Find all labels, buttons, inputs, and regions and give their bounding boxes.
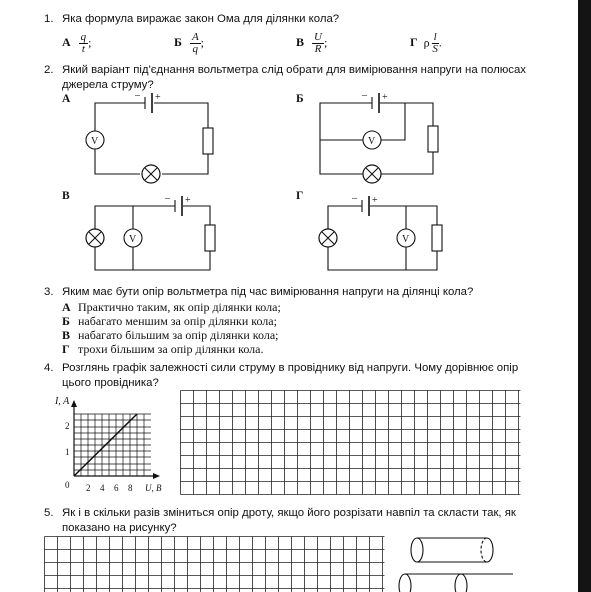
x-tick-6: 6 [114, 483, 119, 493]
svg-text:+: + [372, 195, 378, 206]
question-number: 3. [44, 286, 54, 298]
question-text: Яким має бути опір вольтметра під час вимірювання напруги на ділянці кола? [62, 286, 474, 298]
question-number: 2. [44, 64, 54, 76]
question-number: 4. [44, 362, 54, 374]
question-number: 1. [44, 13, 54, 25]
question-text: Яка формула виражає закон Ома для ділянки кола? [62, 13, 340, 25]
q1-option-b[interactable]: Б $\frac{A}{q}$ ; [174, 31, 205, 55]
circuit-a [86, 93, 213, 183]
question-text: Розглянь графік залежності сили струму в провіднику від напруги. Чому дорівнює опір цього провідника? [62, 362, 519, 389]
x-tick-4: 4 [100, 483, 105, 493]
fraction: $\frac{U}{R}$ [314, 31, 322, 55]
circuit-c [86, 196, 215, 270]
q1-option-a[interactable]: А $\frac{q}{t}$ ; [62, 31, 92, 55]
svg-text:–: – [352, 193, 357, 204]
svg-text:V: V [402, 234, 410, 245]
svg-text:+: + [185, 195, 191, 206]
circuit-label-a: А [62, 93, 71, 105]
svg-text:+: + [382, 92, 388, 103]
question-number: 5. [44, 507, 54, 519]
y-axis-arrow [71, 400, 77, 407]
svg-text:+: + [155, 92, 161, 103]
x-axis-arrow [153, 473, 160, 479]
q1-option-d[interactable]: Г ρ $\frac{l}{S}$ . [410, 31, 442, 55]
y-tick-1: 1 [65, 447, 70, 457]
svg-text:V: V [129, 234, 137, 245]
fraction: $\frac{q}{t}$ [80, 31, 87, 55]
svg-text:–: – [165, 193, 170, 204]
x-tick-2: 2 [86, 483, 91, 493]
svg-text:V: V [91, 136, 99, 147]
q3-option-d[interactable]: Г трохи більшим за опір ділянки кола. [62, 342, 264, 356]
q3-option-c[interactable]: В набагато більшим за опір ділянки кола; [62, 328, 279, 342]
scan-edge [578, 0, 591, 592]
fraction: $\frac{l}{S}$ [432, 31, 438, 55]
fraction: $\frac{A}{q}$ [191, 31, 199, 55]
circuit-label-c: В [62, 190, 70, 202]
origin-label: 0 [65, 480, 70, 490]
y-tick-2: 2 [65, 421, 70, 431]
svg-text:V: V [368, 136, 376, 147]
svg-text:–: – [135, 90, 140, 101]
graph-grid [74, 414, 151, 476]
circuit-b [320, 93, 438, 183]
answer-grid-q5[interactable] [44, 536, 394, 592]
q3-option-a[interactable]: А Практично таким, як опір ділянки кола; [62, 300, 281, 314]
question-text: Як і в скільки разів зміниться опір дроту, якщо його розрізати навпіл та скласти так, як показано на рисунку? [62, 507, 516, 534]
y-axis-label: I, A [55, 396, 70, 407]
x-tick-8: 8 [128, 483, 133, 493]
circuit-d [319, 196, 442, 270]
circuit-label-d: Г [296, 190, 304, 202]
q3-option-b[interactable]: Б набагато меншим за опір ділянки кола; [62, 314, 277, 328]
lamp-icon [86, 229, 104, 247]
cylinder-end [411, 538, 423, 562]
lamp-icon [142, 165, 160, 183]
x-axis-label: U, B [145, 483, 162, 493]
lamp-icon [363, 165, 381, 183]
answer-grid-q4[interactable] [180, 390, 530, 496]
current-voltage-graph [45, 394, 185, 504]
lamp-icon [319, 229, 337, 247]
svg-text:–: – [362, 90, 367, 101]
wire-figure [395, 532, 525, 592]
q1-option-c[interactable]: В $\frac{U}{R}$ ; [296, 31, 328, 55]
question-text: Який варіант під'єднання вольтметра слід обрати для вимірювання напруги на полюсах джерела струму? [62, 64, 526, 91]
circuit-label-b: Б [296, 93, 304, 105]
